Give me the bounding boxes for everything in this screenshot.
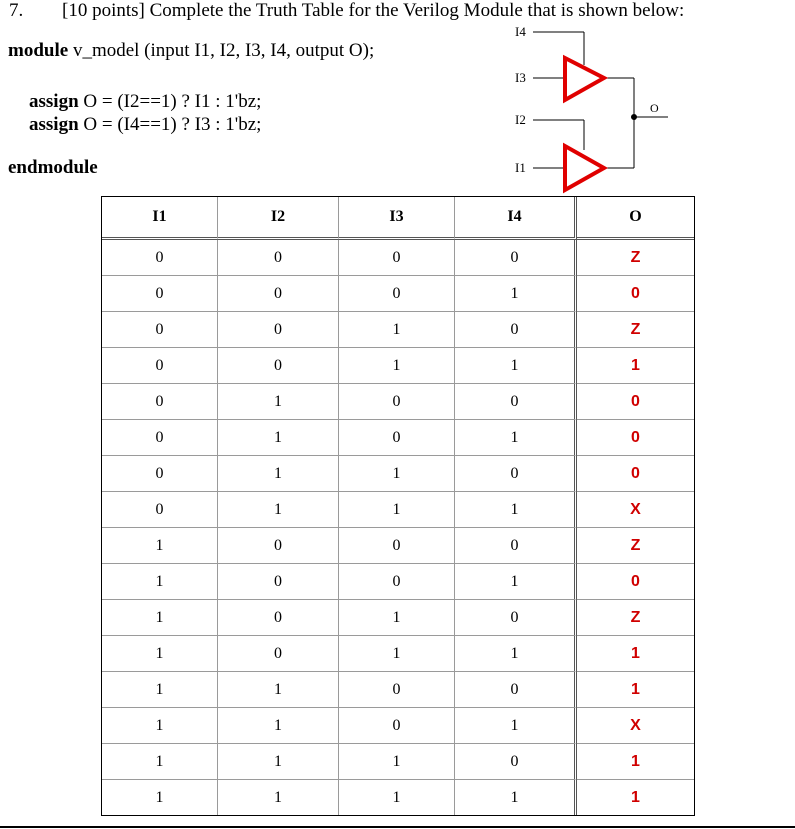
table-row [102, 420, 694, 456]
input-cell: 1 [102, 780, 218, 815]
input-cell: 1 [218, 492, 339, 528]
header-i4: I4 [455, 197, 577, 240]
input-cell: 1 [455, 492, 577, 528]
endmodule-keyword: endmodule [8, 157, 98, 178]
header-i3: I3 [339, 197, 455, 240]
header-row [102, 197, 694, 240]
input-cell: 0 [102, 276, 218, 312]
input-cell: 1 [339, 744, 455, 780]
input-cell: 0 [102, 456, 218, 492]
input-cell: 0 [339, 672, 455, 708]
input-cell: 1 [455, 636, 577, 672]
output-cell: Z [577, 240, 694, 276]
input-cell: 1 [218, 672, 339, 708]
table-row [102, 600, 694, 636]
label-i3: I3 [515, 70, 526, 85]
input-cell: 1 [102, 600, 218, 636]
input-cell: 0 [102, 492, 218, 528]
input-cell: 1 [218, 744, 339, 780]
input-cell: 1 [339, 456, 455, 492]
table-row [102, 312, 694, 348]
module-signature: v_model (input I1, I2, I3, I4, output O); [68, 40, 375, 61]
input-cell: 1 [455, 708, 577, 744]
output-cell: Z [577, 528, 694, 564]
input-cell: 1 [218, 780, 339, 815]
input-cell: 1 [339, 636, 455, 672]
output-junction-dot [631, 114, 637, 120]
output-cell: Z [577, 312, 694, 348]
input-cell: 1 [102, 708, 218, 744]
input-cell: 1 [455, 420, 577, 456]
input-cell: 1 [339, 492, 455, 528]
input-cell: 0 [339, 420, 455, 456]
table-row [102, 744, 694, 780]
module-keyword: module [8, 40, 69, 61]
output-cell: 1 [631, 788, 640, 806]
input-cell: 1 [102, 672, 218, 708]
output-cell: 1 [577, 744, 694, 780]
input-cell: 1 [339, 600, 455, 636]
table-row [102, 348, 694, 384]
output-cell: 1 [577, 348, 694, 384]
input-cell: 0 [455, 600, 577, 636]
assign-keyword-1: assign [29, 91, 79, 112]
table-row [102, 384, 694, 420]
input-cell: 0 [455, 672, 577, 708]
input-cell: 1 [102, 636, 218, 672]
input-cell: 0 [455, 456, 577, 492]
input-cell: 0 [218, 240, 339, 276]
header-i2: I2 [218, 197, 339, 240]
table-row [102, 672, 694, 708]
assign-keyword-2: assign [29, 114, 79, 135]
input-cell: 0 [218, 348, 339, 384]
tristate-buffer-bottom [565, 146, 604, 190]
output-cell: 1 [577, 636, 694, 672]
tristate-buffer-diagram [500, 20, 700, 200]
input-cell: 0 [339, 240, 455, 276]
header-i1: I1 [102, 197, 218, 240]
header-o: O [577, 197, 694, 240]
output-cell: Z [577, 600, 694, 636]
assign-statement-1 [29, 91, 261, 113]
input-cell: 1 [102, 744, 218, 780]
output-cell: 0 [577, 564, 694, 600]
input-cell: 0 [102, 420, 218, 456]
input-cell: 0 [218, 276, 339, 312]
table-row [102, 492, 694, 528]
table-row [102, 456, 694, 492]
label-i1: I1 [515, 160, 526, 175]
input-cell: 0 [218, 636, 339, 672]
assign-expression-2: O = (I4==1) ? I3 : 1'bz; [78, 114, 262, 135]
output-cell: 0 [577, 420, 694, 456]
label-i4: I4 [515, 24, 526, 39]
output-cell: 0 [577, 456, 694, 492]
assign-expression-1: O = (I2==1) ? I1 : 1'bz; [78, 91, 262, 112]
input-cell: 0 [455, 240, 577, 276]
input-cell: 1 [102, 564, 218, 600]
table-row [102, 564, 694, 600]
input-cell: 1 [218, 420, 339, 456]
input-cell: 1 [218, 708, 339, 744]
input-cell: 1 [455, 564, 577, 600]
input-cell: 0 [102, 240, 218, 276]
input-cell: 0 [218, 564, 339, 600]
input-cell: 1 [102, 528, 218, 564]
input-cell: 0 [339, 528, 455, 564]
input-cell: 1 [218, 384, 339, 420]
input-cell: 0 [339, 384, 455, 420]
table-row [102, 708, 694, 744]
question-text: [10 points] Complete the Truth Table for the Verilog Module that is shown below: [62, 0, 685, 21]
page-bottom-rule [0, 826, 795, 828]
assign-statement-2 [29, 114, 261, 136]
module-declaration [8, 40, 374, 62]
truth-table [101, 196, 695, 816]
label-output: O [650, 101, 659, 115]
table-row [102, 636, 694, 672]
input-cell: 1 [339, 780, 455, 815]
output-cell: X [577, 492, 694, 528]
input-cell: 1 [339, 348, 455, 384]
input-cell: 0 [218, 528, 339, 564]
input-cell: 1 [455, 348, 577, 384]
label-i2: I2 [515, 112, 526, 127]
output-cell: 0 [577, 384, 694, 420]
question-number: 7. [9, 0, 24, 21]
input-cell: 1 [218, 456, 339, 492]
input-cell: 1 [455, 780, 577, 815]
output-cell: 0 [577, 276, 694, 312]
input-cell: 1 [455, 276, 577, 312]
table-row [102, 528, 694, 564]
output-cell: X [577, 708, 694, 744]
input-cell: 0 [339, 708, 455, 744]
input-cell: 0 [455, 312, 577, 348]
input-cell: 0 [102, 348, 218, 384]
input-cell: 0 [455, 528, 577, 564]
input-cell: 0 [339, 564, 455, 600]
input-cell: 0 [218, 600, 339, 636]
input-cell: 0 [339, 276, 455, 312]
table-row [102, 240, 694, 276]
input-cell: 0 [455, 384, 577, 420]
input-cell: 0 [102, 312, 218, 348]
input-cell: 0 [218, 312, 339, 348]
input-cell: 0 [102, 384, 218, 420]
output-cell: 1 [577, 672, 694, 708]
table-row [102, 780, 694, 815]
table-row [102, 276, 694, 312]
input-cell: 0 [455, 744, 577, 780]
input-cell: 1 [339, 312, 455, 348]
